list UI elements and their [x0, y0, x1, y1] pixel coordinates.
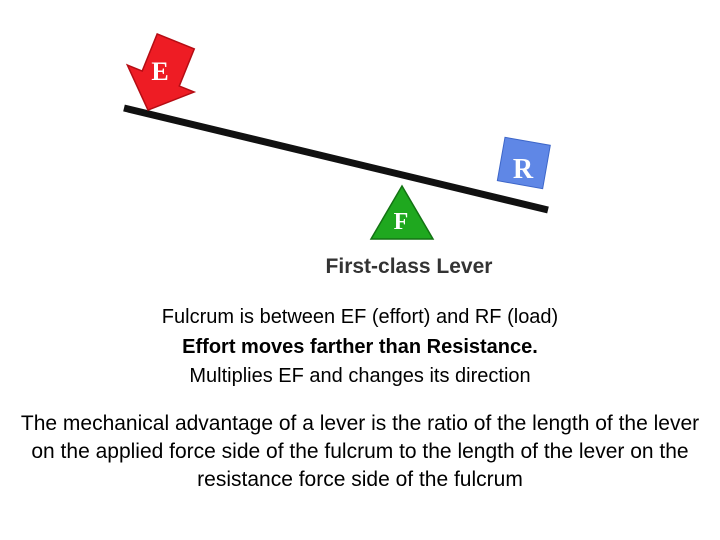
- caption-fulcrum-position: Fulcrum is between EF (effort) and RF (load): [161, 306, 559, 328]
- mechanical-advantage-explanation: The mechanical advantage of a lever is the ratio of the length of the lever on the applied force side of the fulcrum to the length of the lever on the resistance force side of the fulcrum: [20, 412, 700, 491]
- resistance-label: R: [512, 154, 534, 185]
- fulcrum-label: F: [393, 209, 409, 235]
- caption-effort-distance: Effort moves farther than Resistance.: [182, 336, 538, 358]
- diagram-title: First-class Lever: [325, 255, 493, 278]
- lever-bar: [124, 108, 548, 210]
- caption-force-direction: Multiplies EF and changes its direction: [189, 365, 531, 387]
- effort-label: E: [151, 57, 169, 86]
